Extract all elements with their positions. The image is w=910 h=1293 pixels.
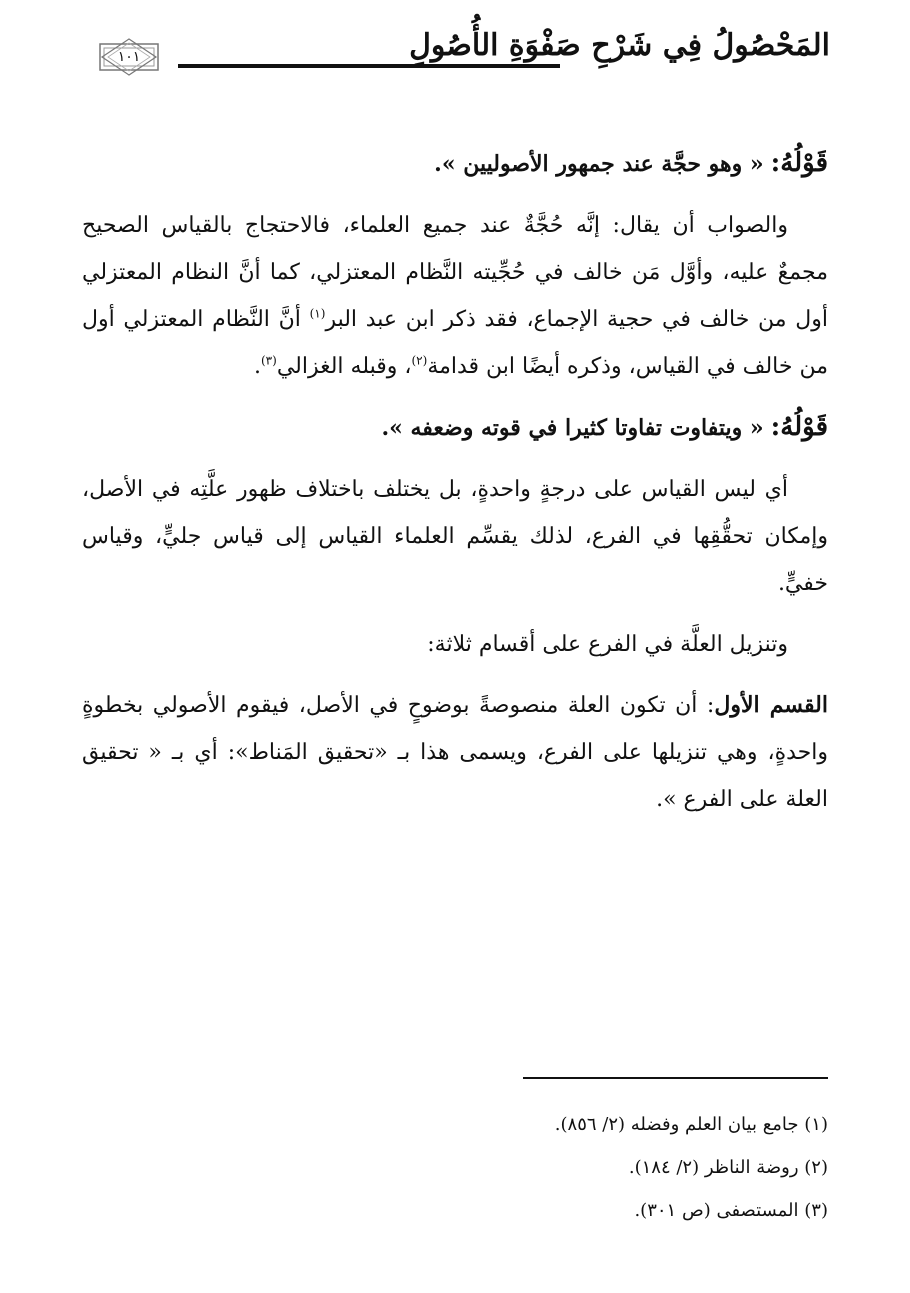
section-heading-2 <box>82 404 828 452</box>
footnote-ref: (٢) <box>411 353 428 368</box>
paragraph-text: أنَّ النَّظام المعتزلي أول من خالف في القياس، وذكره أيضًا ابن قدامة <box>82 307 828 379</box>
paragraph: أي ليس القياس على درجةٍ واحدةٍ، بل يختلف باختلاف ظهور علَّتِه في الأصل، وإمكان تحقُّقِها في الفرع، لذلك يقسِّم العلماء القياس إلى قياس جليٍّ، وقياس خفيٍّ. <box>82 477 828 596</box>
footnote: (٢) روضة الناظر (٢/ ١٨٤). <box>628 1157 828 1178</box>
main-text <box>82 140 828 837</box>
footnote-ref: (١) <box>309 306 326 321</box>
page-number-frame <box>98 38 160 76</box>
quoted-text: « وهو حجَّة عند جمهور الأصوليين ». <box>434 151 764 177</box>
header-rule <box>178 64 560 68</box>
paragraph-text: . <box>253 354 261 379</box>
paragraph-text: والصواب أن يقال: إنَّه حُجَّةٌ عند جميع العلماء، فالاحتجاج بالقياس الصحيح مجمعٌ عليه، وأوَّل مَن خالف في حُجِّيته النَّظام المعتزلي، كما أنَّ النظام المعتزلي أول من خالف في حجية الإجماع، فقد ذكر ابن عبد البر <box>82 213 828 332</box>
quoted-text: « ويتفاوت تفاوتا كثيرا في قوته وضعفه ». <box>381 415 764 441</box>
qawluhu-label: قَوْلُهُ: <box>770 412 828 442</box>
footnote: (١) جامع بيان العلم وفضله (٢/ ٨٥٦). <box>554 1114 828 1135</box>
paragraph-text: : أن تكون العلة منصوصةً بوضوحٍ في الأصل، فيقوم الأصولي بخطوةٍ واحدةٍ، وهي تنزيلها على الفرع، ويسمى هذا بـ «تحقيق المَناط»: أي بـ « تحقيق العلة على الفرع ». <box>82 693 828 812</box>
paragraph: وتنزيل العلَّة في الفرع على أقسام ثلاثة: <box>427 632 788 657</box>
page-number: ١٠١ <box>117 49 141 65</box>
paragraph <box>82 682 828 823</box>
footnote: (٣) المستصفى (ص ٣٠١). <box>634 1200 828 1221</box>
running-header <box>90 28 830 88</box>
footnote-separator <box>523 1077 828 1079</box>
qawluhu-label: قَوْلُهُ: <box>770 148 828 178</box>
division-label: القسم الأول <box>714 692 828 718</box>
footnotes <box>228 1103 828 1232</box>
paragraph-text: ، وقبله الغزالي <box>276 354 412 379</box>
section-heading-1 <box>82 140 828 188</box>
book-title: المَحْصُولُ فِي شَرْحِ صَفْوَةِ الأُصُولِ <box>409 28 830 63</box>
footnote-ref: (٣) <box>260 353 277 368</box>
paragraph <box>82 202 828 390</box>
